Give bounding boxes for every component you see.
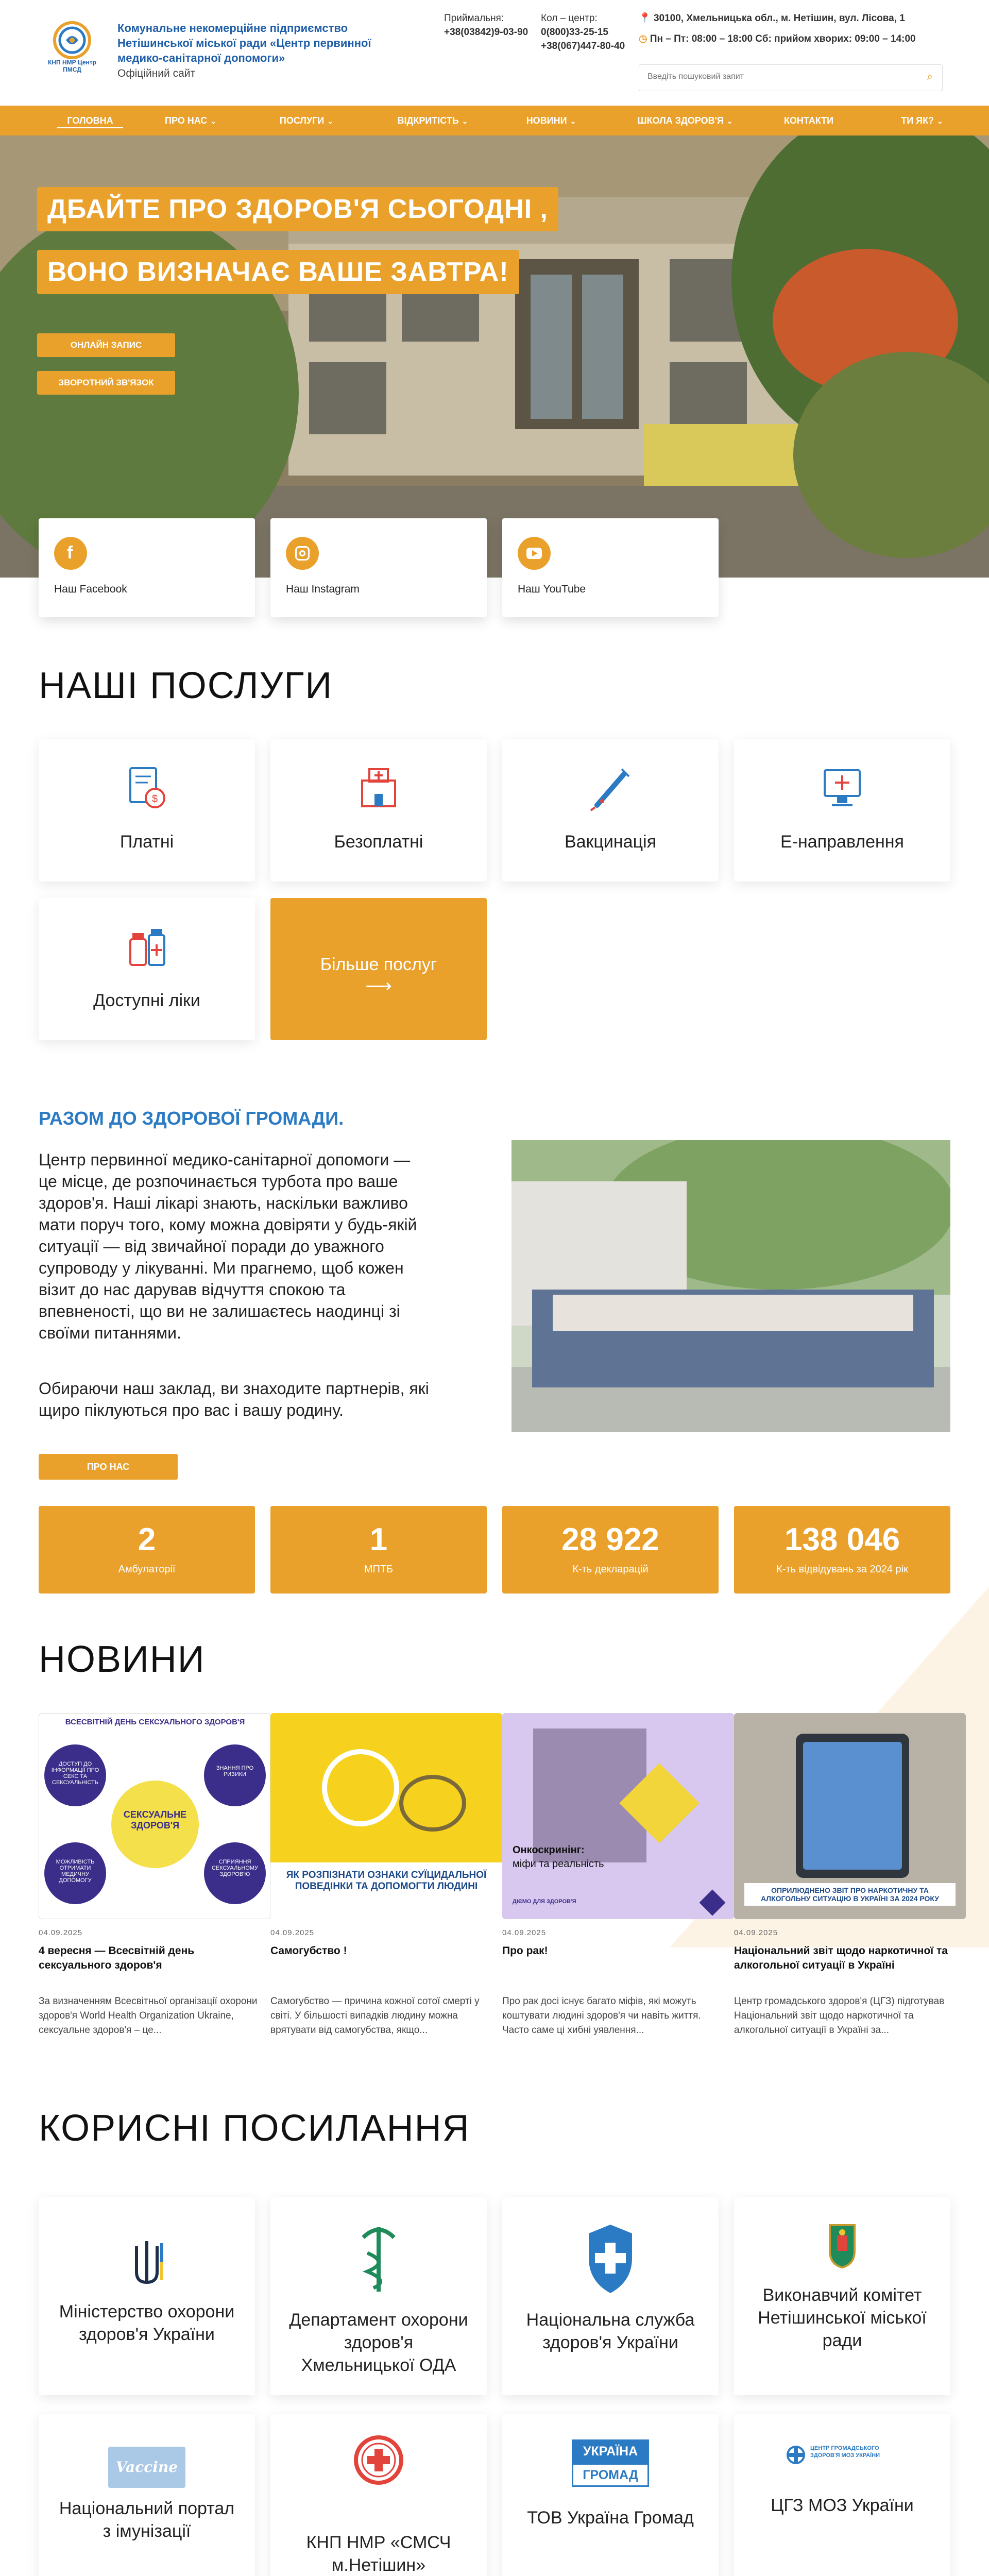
link-card-smsch[interactable] <box>270 2414 487 2576</box>
medical-cross-shield-icon <box>585 2222 636 2294</box>
news-date: 04.09.2025 <box>270 1928 315 1937</box>
social-card-facebook[interactable] <box>39 518 255 617</box>
nav-home[interactable]: ГОЛОВНА <box>49 106 131 135</box>
link-label: Виконавчий комітет Нетішинської міської ради <box>758 2285 927 2350</box>
stat-label: К-ть відвідувань за 2024 рік <box>776 1564 908 1575</box>
social-label: Наш Facebook <box>54 583 127 595</box>
team-photo <box>511 1140 950 1432</box>
link-label: Департамент охорони здоров'я Хмельницької ОДА <box>289 2310 468 2375</box>
reception-label: Приймальня: <box>444 13 504 24</box>
social-label: Наш Instagram <box>286 583 360 595</box>
youtube-icon <box>518 537 551 570</box>
stat-value: 138 046 <box>784 1522 900 1557</box>
link-card-nszu[interactable] <box>502 2197 719 2395</box>
reception-phone[interactable]: +38(03842)9-03-90 <box>444 27 528 38</box>
news-image: Онкоскринінг: міфи та реальність ДІЄМО ДЛЯ ЗДОРОВ'Я <box>502 1713 734 1919</box>
news-image: ВСЕСВІТНІЙ ДЕНЬ СЕКСУАЛЬНОГО ЗДОРОВ'Я СЕКСУАЛЬНЕ ЗДОРОВ'Я ДОСТУП ДО ІНФОРМАЦІЇ ПРО СЕКС ТА СЕКСУАЛЬНІСТЬ ЗНАННЯ ПРО РИЗИКИ МОЖЛИВІСТЬ ОТРИМАТИ МЕДИЧНУ ДОПОМОГУ СПРИЯННЯ СЕКСУАЛЬНОМУ ЗДОРОВ'Ю <box>39 1713 270 1919</box>
svg-text:$: $ <box>152 793 158 805</box>
org-name[interactable]: Комунальне некомерційне підприємство Нетішинської міської ради «Центр первинної медико-санітарної допомоги» <box>117 22 371 64</box>
link-label: Національна служба здоров'я України <box>526 2310 695 2352</box>
social-label: Наш YouTube <box>518 583 586 595</box>
nav-health-school[interactable]: ШКОЛА ЗДОРОВ'Я ⌄ <box>626 106 744 135</box>
chevron-down-icon: ⌄ <box>210 117 216 125</box>
news-card[interactable] <box>39 1713 270 2084</box>
service-card-paid[interactable] <box>39 739 255 882</box>
link-label: ЦГЗ МОЗ України <box>771 2496 914 2515</box>
instagram-icon <box>286 537 319 570</box>
cgz-logo-icon <box>786 2445 806 2465</box>
stat-declarations <box>502 1506 719 1594</box>
search-icon[interactable]: ⌕ <box>927 71 933 82</box>
hero-title-line-2: ВОНО ВИЗНАЧАЄ ВАШЕ ЗАВТРА! <box>37 250 519 294</box>
service-card-affordable-medicines[interactable] <box>39 898 255 1040</box>
feedback-button[interactable]: ЗВОРОТНИЙ ЗВ'ЯЗОК <box>37 371 175 395</box>
service-label: Е-направлення <box>780 832 904 852</box>
news-date: 04.09.2025 <box>734 1928 778 1937</box>
site-logo[interactable] <box>49 20 95 74</box>
news-title[interactable]: 4 вересня — Всесвітній день сексуального здоров'я <box>39 1945 195 1971</box>
search-input[interactable] <box>647 72 915 81</box>
chevron-down-icon: ⌄ <box>570 117 576 125</box>
schedule-text: Пн – Пт: 08:00 – 18:00 Сб: прийом хворих: 09:00 – 14:00 <box>650 33 916 44</box>
about-us-button[interactable]: ПРО НАС <box>39 1454 178 1480</box>
nav-services[interactable]: ПОСЛУГИ ⌄ <box>265 106 348 135</box>
caduceus-icon <box>353 2222 404 2294</box>
callcenter-label: Кол – центр: <box>541 13 598 24</box>
site-header <box>0 0 989 106</box>
org-subtitle: Офіційний сайт <box>117 67 196 79</box>
news-card[interactable] <box>270 1713 502 2084</box>
link-card-khmelnytskyi-health-dept[interactable] <box>270 2197 487 2395</box>
link-card-cgz-moz[interactable] <box>734 2414 950 2576</box>
facebook-icon: f <box>54 537 87 570</box>
more-services-button[interactable] <box>270 898 487 1040</box>
arrow-right-icon: ⟶ <box>365 975 392 996</box>
syringe-icon <box>590 765 631 811</box>
services-heading: НАШІ ПОСЛУГИ <box>39 665 333 706</box>
address-text: 30100, Хмельницька обл., м. Нетішин, вул. Лісова, 1 <box>653 13 905 24</box>
nav-how-are-you[interactable]: ТИ ЯК? ⌄ <box>886 106 958 135</box>
link-card-moh[interactable] <box>39 2197 255 2395</box>
links-heading: КОРИСНІ ПОСИЛАННЯ <box>39 2108 470 2149</box>
social-card-youtube[interactable] <box>502 518 719 617</box>
medicine-bottles-icon <box>126 924 167 970</box>
news-card[interactable] <box>502 1713 734 2084</box>
stat-value: 2 <box>138 1522 156 1557</box>
paid-document-icon <box>126 765 167 811</box>
stat-value: 28 922 <box>561 1522 659 1557</box>
link-label: ТОВ Україна Громад <box>527 2508 694 2528</box>
hromad-logo-bottom: ГРОМАД <box>572 2463 649 2487</box>
about-paragraph-2: Обираючи наш заклад, ви знаходите партнерів, які щиро піклуються про вас і вашу родину. <box>39 1379 429 1419</box>
service-label: Доступні ліки <box>93 991 200 1010</box>
callcenter-block <box>541 11 625 53</box>
schedule-line <box>639 32 916 46</box>
nav-about[interactable]: ПРО НАС ⌄ <box>149 106 232 135</box>
clock-icon: ◷ <box>639 33 647 44</box>
news-heading: НОВИНИ <box>39 1639 206 1680</box>
reception-block <box>444 11 528 39</box>
stat-label: Амбулаторії <box>118 1564 176 1575</box>
news-excerpt: Самогубство — причина кожної сотої смерті у світі. У більшості випадків людину можна врятувати від самогубства, якщо... <box>270 1996 480 2036</box>
stat-label: К-ть декларацій <box>572 1564 649 1575</box>
link-label: Національний портал з імунізації <box>59 2499 235 2541</box>
hospital-icon <box>358 765 399 811</box>
stat-visits <box>734 1506 950 1594</box>
social-card-instagram[interactable] <box>270 518 487 617</box>
news-image: ОПРИЛЮДНЕНО ЗВІТ ПРО НАРКОТИЧНУ ТА АЛКОГОЛЬНУ СИТУАЦІЮ В УКРАЇНІ ЗА 2024 РОКУ <box>734 1713 966 1919</box>
link-card-netishyn-executive-committee[interactable] <box>734 2197 950 2395</box>
chevron-down-icon: ⌄ <box>937 117 943 125</box>
location-pin-icon: 📍 <box>639 13 651 24</box>
nav-openness[interactable]: ВІДКРИТІСТЬ ⌄ <box>381 106 484 135</box>
hero-banner <box>0 135 989 578</box>
service-label: Вакцинація <box>564 832 657 852</box>
news-card[interactable] <box>734 1713 966 2084</box>
news-title[interactable]: Про рак! <box>502 1945 548 1957</box>
link-card-immunization-portal[interactable] <box>39 2414 255 2576</box>
link-label: Міністерство охорони здоров'я України <box>59 2302 235 2344</box>
hero-title-line-1: ДБАЙТЕ ПРО ЗДОРОВ'Я СЬОГОДНІ , <box>37 187 558 231</box>
nav-contacts[interactable]: КОНТАКТИ <box>783 115 834 126</box>
main-nav <box>0 106 989 135</box>
online-booking-button[interactable]: ОНЛАЙН ЗАПИС <box>37 333 175 357</box>
about-heading: РАЗОМ ДО ЗДОРОВОЇ ГРОМАДИ. <box>39 1108 344 1129</box>
news-excerpt: Центр громадського здоров'я (ЦГЗ) підготував Національний звіт щодо наркотичної та алкогольної ситуації в Україні за... <box>734 1996 945 2036</box>
hromad-logo-top: УКРАЇНА <box>572 2439 649 2463</box>
smsch-logo-icon <box>353 2434 404 2486</box>
news-excerpt: Про рак досі існує багато міфів, які можуть коштувати людині здоров'я чи навіть життя. Часто саме ці хибні уявлення... <box>502 1996 701 2036</box>
chevron-down-icon: ⌄ <box>462 117 468 125</box>
link-card-ukraine-hromad[interactable] <box>502 2414 719 2576</box>
chevron-down-icon: ⌄ <box>327 117 334 125</box>
about-paragraph-1: Центр первинної медико-санітарної допомоги — це місце, де розпочинається турбота про ваше здоров'я. Наші лікарі знають, наскільки важливо мати поруч того, кому можна довіряти у будь-якій ситуації — від звичайної поради до уважного супроводу у лікуванні. Ми прагнемо, щоб кожен візит до нас дарував відчуття спокою та впевненості, що ви не залишаєтесь наодинці зі своїми питаннями. <box>39 1150 417 1342</box>
callcenter-phone-2[interactable]: +38(067)447-80-40 <box>541 41 625 52</box>
service-card-vaccination[interactable] <box>502 739 719 882</box>
more-services-label: Більше послуг <box>320 955 437 974</box>
stat-ambulatories <box>39 1506 255 1594</box>
stat-mptb <box>270 1506 487 1594</box>
vaccine-logo: Vaccine <box>108 2447 185 2488</box>
callcenter-phone-1[interactable]: 0(800)33-25-15 <box>541 27 608 38</box>
news-excerpt: За визначенням Всесвітньої організації охорони здоров'я World Health Organization Ukraine, сексуальне здоров'я – це... <box>39 1996 258 2036</box>
nav-news[interactable]: НОВИНИ ⌄ <box>510 106 592 135</box>
service-card-e-referral[interactable] <box>734 739 950 882</box>
address-line <box>639 11 905 25</box>
ukraine-trident-icon <box>126 2236 167 2293</box>
news-date: 04.09.2025 <box>502 1928 547 1937</box>
service-label: Безоплатні <box>334 832 423 852</box>
coat-of-arms-icon <box>827 2222 858 2268</box>
stat-label: МПТБ <box>364 1564 394 1575</box>
service-card-free[interactable] <box>270 739 487 882</box>
logo-caption: КНП НМР Центр ПМСД <box>48 59 96 73</box>
link-label: КНП НМР «СМСЧ м.Нетішин» <box>306 2533 451 2575</box>
stat-value: 1 <box>369 1522 388 1557</box>
cgz-logo-text: ЦЕНТР ГРОМАДСЬКОГО ЗДОРОВ'Я МОЗ УКРАЇНИ <box>810 2445 880 2459</box>
service-label: Платні <box>120 832 174 852</box>
news-title[interactable]: Національний звіт щодо наркотичної та алкогольної ситуації в Україні <box>734 1945 948 1971</box>
news-title[interactable]: Самогубство ! <box>270 1945 347 1957</box>
search-box <box>639 64 943 91</box>
news-date: 04.09.2025 <box>39 1928 83 1937</box>
news-image: ЯК РОЗПІЗНАТИ ОЗНАКИ СУЇЦИДАЛЬНОЇ ПОВЕДІНКИ ТА ДОПОМОГТИ ЛЮДИНІ <box>270 1713 502 1919</box>
chevron-down-icon: ⌄ <box>726 117 733 125</box>
computer-icon <box>822 765 863 811</box>
